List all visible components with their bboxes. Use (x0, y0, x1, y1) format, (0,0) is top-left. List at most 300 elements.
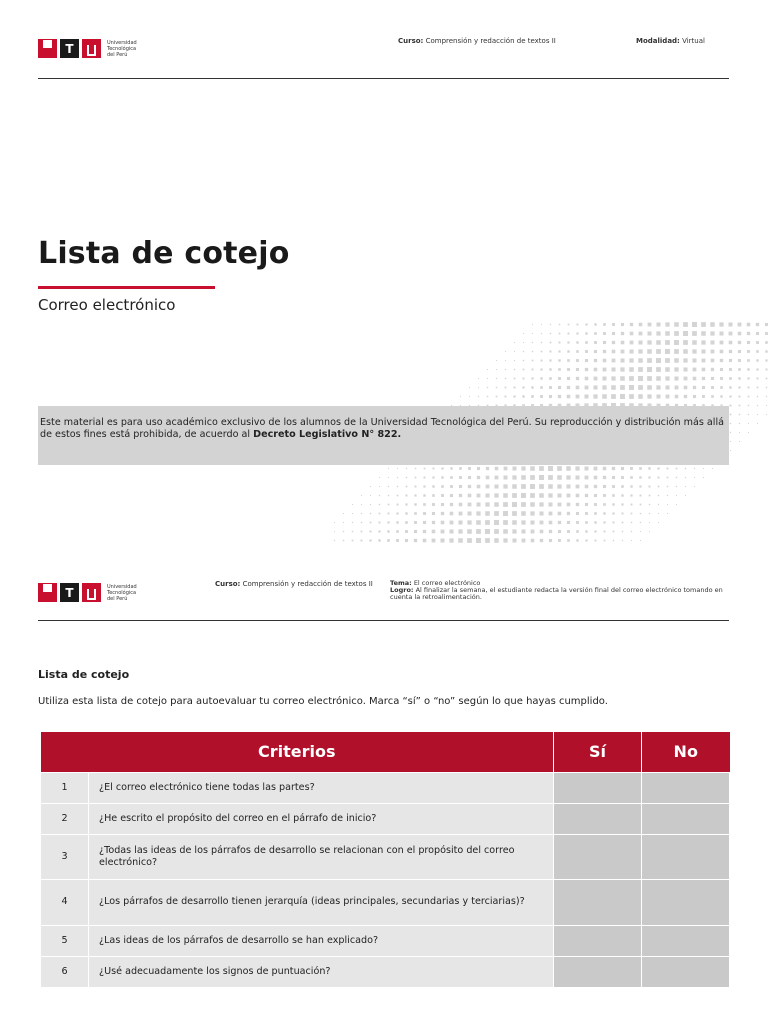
decor-dot (765, 359, 767, 361)
decor-dot (557, 475, 562, 480)
decor-dot (603, 350, 606, 353)
logo-block-p (82, 583, 101, 602)
decor-dot (477, 485, 481, 489)
check-cell-si[interactable] (554, 925, 642, 956)
row-criterion: ¿Todas las ideas de los párrafos de desarrollo se relacionan con el propósito del correo electrónico? (89, 834, 554, 879)
decor-dot (640, 531, 641, 532)
decor-dot (523, 360, 524, 361)
decor-dot (494, 538, 499, 543)
decor-dot (523, 351, 524, 352)
decor-dot (747, 359, 750, 362)
decor-dot (602, 376, 606, 380)
decor-dot (370, 522, 372, 524)
decor-dot (505, 378, 506, 379)
decor-dot (548, 493, 552, 497)
decor-dot (496, 396, 498, 398)
decor-dot (397, 486, 398, 487)
decor-dot (694, 486, 695, 487)
table-row (41, 834, 730, 879)
decor-dot (585, 485, 589, 489)
decor-dot (594, 359, 597, 362)
decor-dot (423, 512, 426, 515)
decor-dot (693, 377, 697, 381)
decor-dot (441, 503, 444, 506)
decor-dot (638, 394, 643, 399)
decor-dot (548, 502, 552, 506)
decor-dot (541, 360, 543, 362)
decor-dot (514, 378, 516, 380)
decor-dot (621, 332, 624, 335)
row-number: 6 (41, 956, 89, 987)
decor-dot (757, 423, 758, 424)
row-number: 2 (41, 803, 89, 834)
decor-dot (612, 332, 615, 335)
decor-dot (603, 467, 607, 471)
decor-dot (550, 342, 552, 344)
decor-dot (576, 395, 580, 399)
decor-dot (531, 530, 535, 534)
decor-dot (414, 494, 416, 496)
decor-dot (629, 376, 634, 381)
decor-dot (766, 378, 768, 380)
decor-dot (450, 494, 453, 497)
decor-dot (684, 386, 688, 390)
decor-dot (576, 341, 578, 343)
decor-dot (594, 512, 597, 515)
decor-dot (630, 485, 632, 487)
decor-dot (379, 477, 380, 478)
check-cell-no[interactable] (642, 925, 730, 956)
decor-dot (683, 349, 688, 354)
decor-dot (658, 513, 659, 514)
decor-dot (756, 341, 759, 344)
decor-dot (675, 386, 679, 390)
decor-dot (531, 395, 534, 398)
decor-dot (585, 503, 588, 506)
logo-block-t: T (60, 583, 79, 602)
decor-dot (683, 340, 688, 345)
decor-dot (576, 530, 579, 533)
decor-dot (622, 513, 624, 515)
decor-dot (522, 386, 524, 388)
decor-dot (494, 520, 499, 525)
cover-subtitle: Correo electrónico (38, 296, 176, 314)
decor-dot (676, 495, 677, 496)
decor-dot (648, 467, 650, 469)
decor-dot (629, 358, 633, 362)
decor-dot (674, 376, 678, 380)
decor-dot (476, 529, 481, 534)
check-cell-si[interactable] (554, 772, 642, 803)
decor-dot (621, 323, 624, 326)
decor-dot (701, 331, 706, 336)
decor-dot (656, 394, 660, 398)
decor-dot (503, 538, 507, 542)
decor-dot (477, 476, 480, 479)
decor-dot (512, 466, 516, 470)
decor-dot (441, 494, 444, 497)
decor-dot (503, 484, 507, 488)
decor-dot (494, 502, 499, 507)
decor-dot (505, 369, 506, 370)
decor-dot (468, 485, 471, 488)
decor-dot (683, 331, 688, 336)
decor-dot (504, 467, 508, 471)
decor-dot (334, 540, 335, 541)
decor-dot (631, 513, 633, 515)
decor-dot (658, 477, 660, 479)
decor-dot (728, 322, 732, 326)
decor-dot (693, 395, 696, 398)
decor-dot (710, 322, 715, 327)
logo-blocks (38, 39, 101, 58)
decor-dot (539, 475, 544, 480)
decor-dot (656, 385, 660, 389)
decor-dot (584, 466, 588, 470)
decor-dot (557, 484, 561, 488)
decor-dot (334, 531, 335, 532)
decor-dot (532, 369, 534, 371)
decor-dot (496, 360, 497, 361)
decor-dot (612, 512, 614, 514)
decor-dot (361, 495, 362, 496)
decor-dot (370, 495, 371, 496)
decor-dot (630, 467, 633, 470)
decor-dot (432, 512, 435, 515)
decor-dot (477, 494, 481, 498)
check-cell-no[interactable] (642, 879, 730, 925)
decor-dot (469, 387, 470, 388)
decor-dot (567, 530, 570, 533)
decor-dot (343, 531, 344, 532)
decor-dot (667, 486, 668, 487)
decor-dot (559, 342, 561, 344)
decor-dot (639, 476, 641, 478)
check-cell-no[interactable] (642, 803, 730, 834)
decor-dot (478, 378, 479, 379)
decor-dot (468, 494, 472, 498)
decor-dot (738, 359, 741, 362)
decor-dot (505, 396, 507, 398)
decor-dot (748, 414, 749, 415)
row-criterion: ¿Usé adecuadamente los signos de puntuación? (89, 956, 554, 987)
decor-dot (667, 468, 669, 470)
decor-dot (611, 367, 615, 371)
decor-dot (532, 324, 533, 325)
decor-dot (638, 376, 643, 381)
decor-dot (757, 405, 758, 406)
decor-dot (639, 485, 641, 487)
decor-dot (459, 503, 463, 507)
decor-dot (658, 504, 659, 505)
decor-dot (757, 378, 759, 380)
decor-dot (505, 387, 507, 389)
decor-dot (629, 385, 634, 390)
check-cell-no[interactable] (642, 956, 730, 987)
decor-dot (558, 503, 562, 507)
decor-dot (720, 341, 724, 345)
decor-dot (476, 502, 480, 506)
tema-label: Tema: (390, 579, 412, 587)
decor-dot (647, 340, 651, 344)
decor-dot (665, 322, 669, 326)
page2-tema-logro (390, 580, 740, 601)
decor-dot (512, 520, 517, 525)
decor-dot (738, 332, 742, 336)
decor-dot (532, 351, 533, 352)
decor-dot (379, 504, 380, 505)
decor-dot (729, 395, 731, 397)
decor-dot (567, 359, 570, 362)
decor-dot (683, 367, 687, 371)
decor-dot (558, 350, 560, 352)
logro-label: Logro: (390, 586, 414, 594)
decor-dot (649, 495, 651, 497)
check-cell-si[interactable] (554, 879, 642, 925)
decor-dot (630, 323, 633, 326)
decor-dot (612, 503, 614, 505)
decor-dot (378, 539, 380, 541)
decor-dot (684, 377, 688, 381)
decor-dot (640, 504, 642, 506)
cover-header-divider (38, 78, 729, 79)
decor-dot (388, 486, 389, 487)
decor-dot (656, 358, 661, 363)
decor-dot (603, 521, 605, 523)
decor-dot (621, 503, 623, 505)
decor-dot (640, 495, 642, 497)
decor-dot (423, 485, 425, 487)
decor-dot (694, 468, 695, 469)
decor-dot (638, 385, 643, 390)
check-cell-no[interactable] (642, 834, 730, 879)
decor-dot (567, 539, 570, 542)
decor-dot (396, 521, 398, 523)
decor-dot (406, 468, 407, 469)
decor-dot (630, 341, 634, 345)
logo-line: Universidad (107, 583, 137, 590)
decor-dot (521, 511, 526, 516)
decor-dot (549, 377, 552, 380)
decor-dot (539, 484, 544, 489)
decor-dot (584, 394, 588, 398)
decor-dot (665, 376, 669, 380)
decor-dot (468, 503, 472, 507)
decor-dot (521, 520, 525, 524)
decor-dot (739, 432, 740, 433)
decor-dot (558, 512, 562, 516)
disclaimer-text: Este material es para uso académico exclusivo de los alumnos de la Universidad Tecnológica del Perú. Su reproducción y distribución más allá de estos fines está prohibida, de acuerdo al (40, 417, 724, 440)
decor-dot (730, 450, 731, 451)
logo-blocks (38, 583, 101, 602)
decor-dot (550, 324, 551, 325)
decor-dot (674, 322, 679, 327)
cover-title: Lista de cotejo (38, 236, 290, 271)
decor-dot (476, 520, 481, 525)
table-row (41, 925, 730, 956)
logo-block-u (38, 39, 57, 58)
decor-dot (549, 512, 553, 516)
decor-dot (405, 521, 408, 524)
decor-dot (370, 531, 372, 533)
decor-dot (576, 368, 579, 371)
decor-dot (585, 530, 587, 532)
decor-dot (703, 468, 704, 469)
decor-dot (612, 467, 615, 470)
table-row (41, 879, 730, 925)
decor-dot (729, 350, 732, 353)
decor-dot (343, 522, 344, 523)
decor-dot (629, 367, 634, 372)
decor-dot (566, 484, 570, 488)
decor-dot (523, 342, 524, 343)
decor-dot (621, 494, 623, 496)
check-cell-si[interactable] (554, 834, 642, 879)
decor-dot (549, 395, 552, 398)
decor-dot (487, 369, 488, 370)
decor-dot (576, 539, 578, 541)
decor-dot (541, 324, 542, 325)
decor-dot (594, 530, 596, 532)
decor-dot (441, 521, 445, 525)
row-number: 1 (41, 772, 89, 803)
decor-dot (676, 468, 678, 470)
decor-dot (585, 494, 588, 497)
decor-dot (521, 484, 526, 489)
decor-dot (603, 359, 607, 363)
decor-dot (748, 405, 749, 406)
decor-dot (522, 539, 526, 543)
decor-dot (476, 538, 481, 543)
decor-dot (405, 503, 407, 505)
decor-dot (530, 502, 535, 507)
decor-dot (521, 529, 525, 533)
decor-dot (694, 477, 695, 478)
logro-value: Al finalizar la semana, el estudiante redacta la versión final del correo electrónico tomando en cuenta la retroalimentación. (390, 586, 723, 601)
decor-dot (370, 504, 371, 505)
decor-dot (477, 467, 480, 470)
decor-dot (639, 323, 643, 327)
decor-dot (611, 376, 615, 380)
decor-dot (577, 324, 579, 326)
decor-dot (766, 405, 767, 406)
decor-dot (494, 484, 498, 488)
decor-dot (540, 386, 543, 389)
decor-dot (747, 350, 750, 353)
decor-dot (729, 359, 732, 362)
decor-dot (720, 395, 722, 397)
cover-curso (398, 37, 556, 45)
decor-dot (361, 531, 363, 533)
decor-dot (567, 494, 571, 498)
row-number: 4 (41, 879, 89, 925)
decor-dot (666, 395, 670, 399)
decor-dot (441, 467, 443, 469)
decor-dot (631, 522, 632, 523)
decor-dot (747, 368, 749, 370)
decor-dot (649, 513, 650, 514)
check-cell-si[interactable] (554, 803, 642, 834)
decor-dot (494, 511, 499, 516)
decor-dot (352, 513, 353, 514)
decor-dot (748, 387, 750, 389)
decor-dot (485, 511, 490, 516)
decor-dot (711, 386, 714, 389)
decor-dot (656, 367, 661, 372)
decor-dot (720, 350, 724, 354)
decor-dot (458, 529, 462, 533)
decor-dot (450, 521, 454, 525)
decor-dot (405, 512, 407, 514)
decor-dot (567, 512, 570, 515)
decor-dot (765, 341, 768, 344)
decor-dot (738, 350, 741, 353)
decor-dot (531, 386, 533, 388)
decor-dot (397, 495, 399, 497)
decor-dot (567, 368, 570, 371)
decor-dot (397, 468, 398, 469)
decor-dot (406, 495, 408, 497)
decor-dot (540, 539, 543, 542)
decor-dot (710, 331, 714, 335)
decor-dot (406, 477, 407, 478)
decor-dot (531, 539, 535, 543)
decor-dot (604, 540, 606, 542)
decor-dot (387, 521, 389, 523)
decor-dot (631, 531, 632, 532)
decor-dot (514, 369, 515, 370)
utp-logo (38, 583, 137, 602)
decor-dot (548, 484, 553, 489)
decor-dot (494, 493, 498, 497)
decor-dot (621, 341, 625, 345)
decor-dot (388, 495, 389, 496)
decor-dot (620, 367, 624, 371)
decor-dot (585, 476, 589, 480)
decor-dot (630, 494, 632, 496)
decor-dot (701, 322, 706, 327)
decor-dot (667, 477, 669, 479)
check-cell-si[interactable] (554, 956, 642, 987)
decor-dot (620, 358, 624, 362)
decor-dot (638, 367, 643, 372)
decor-dot (702, 377, 705, 380)
decor-dot (414, 530, 417, 533)
decor-dot (747, 332, 750, 335)
decor-dot (719, 322, 723, 326)
decor-dot (647, 349, 652, 354)
decor-dot (487, 396, 488, 397)
decor-dot (738, 386, 740, 388)
decor-dot (766, 414, 767, 415)
decor-dot (441, 530, 445, 534)
decor-dot (432, 503, 435, 506)
decor-dot (738, 323, 742, 327)
decor-dot (388, 504, 390, 506)
decor-dot (558, 386, 561, 389)
decor-dot (711, 359, 715, 363)
decor-dot (432, 539, 436, 543)
decor-dot (505, 360, 506, 361)
decor-dot (485, 538, 490, 543)
curso-label: Curso: (215, 580, 241, 588)
decor-dot (702, 386, 705, 389)
check-cell-no[interactable] (642, 772, 730, 803)
decor-dot (476, 511, 480, 515)
decor-dot (711, 377, 714, 380)
decor-dot (379, 513, 381, 515)
decor-dot (424, 468, 426, 470)
